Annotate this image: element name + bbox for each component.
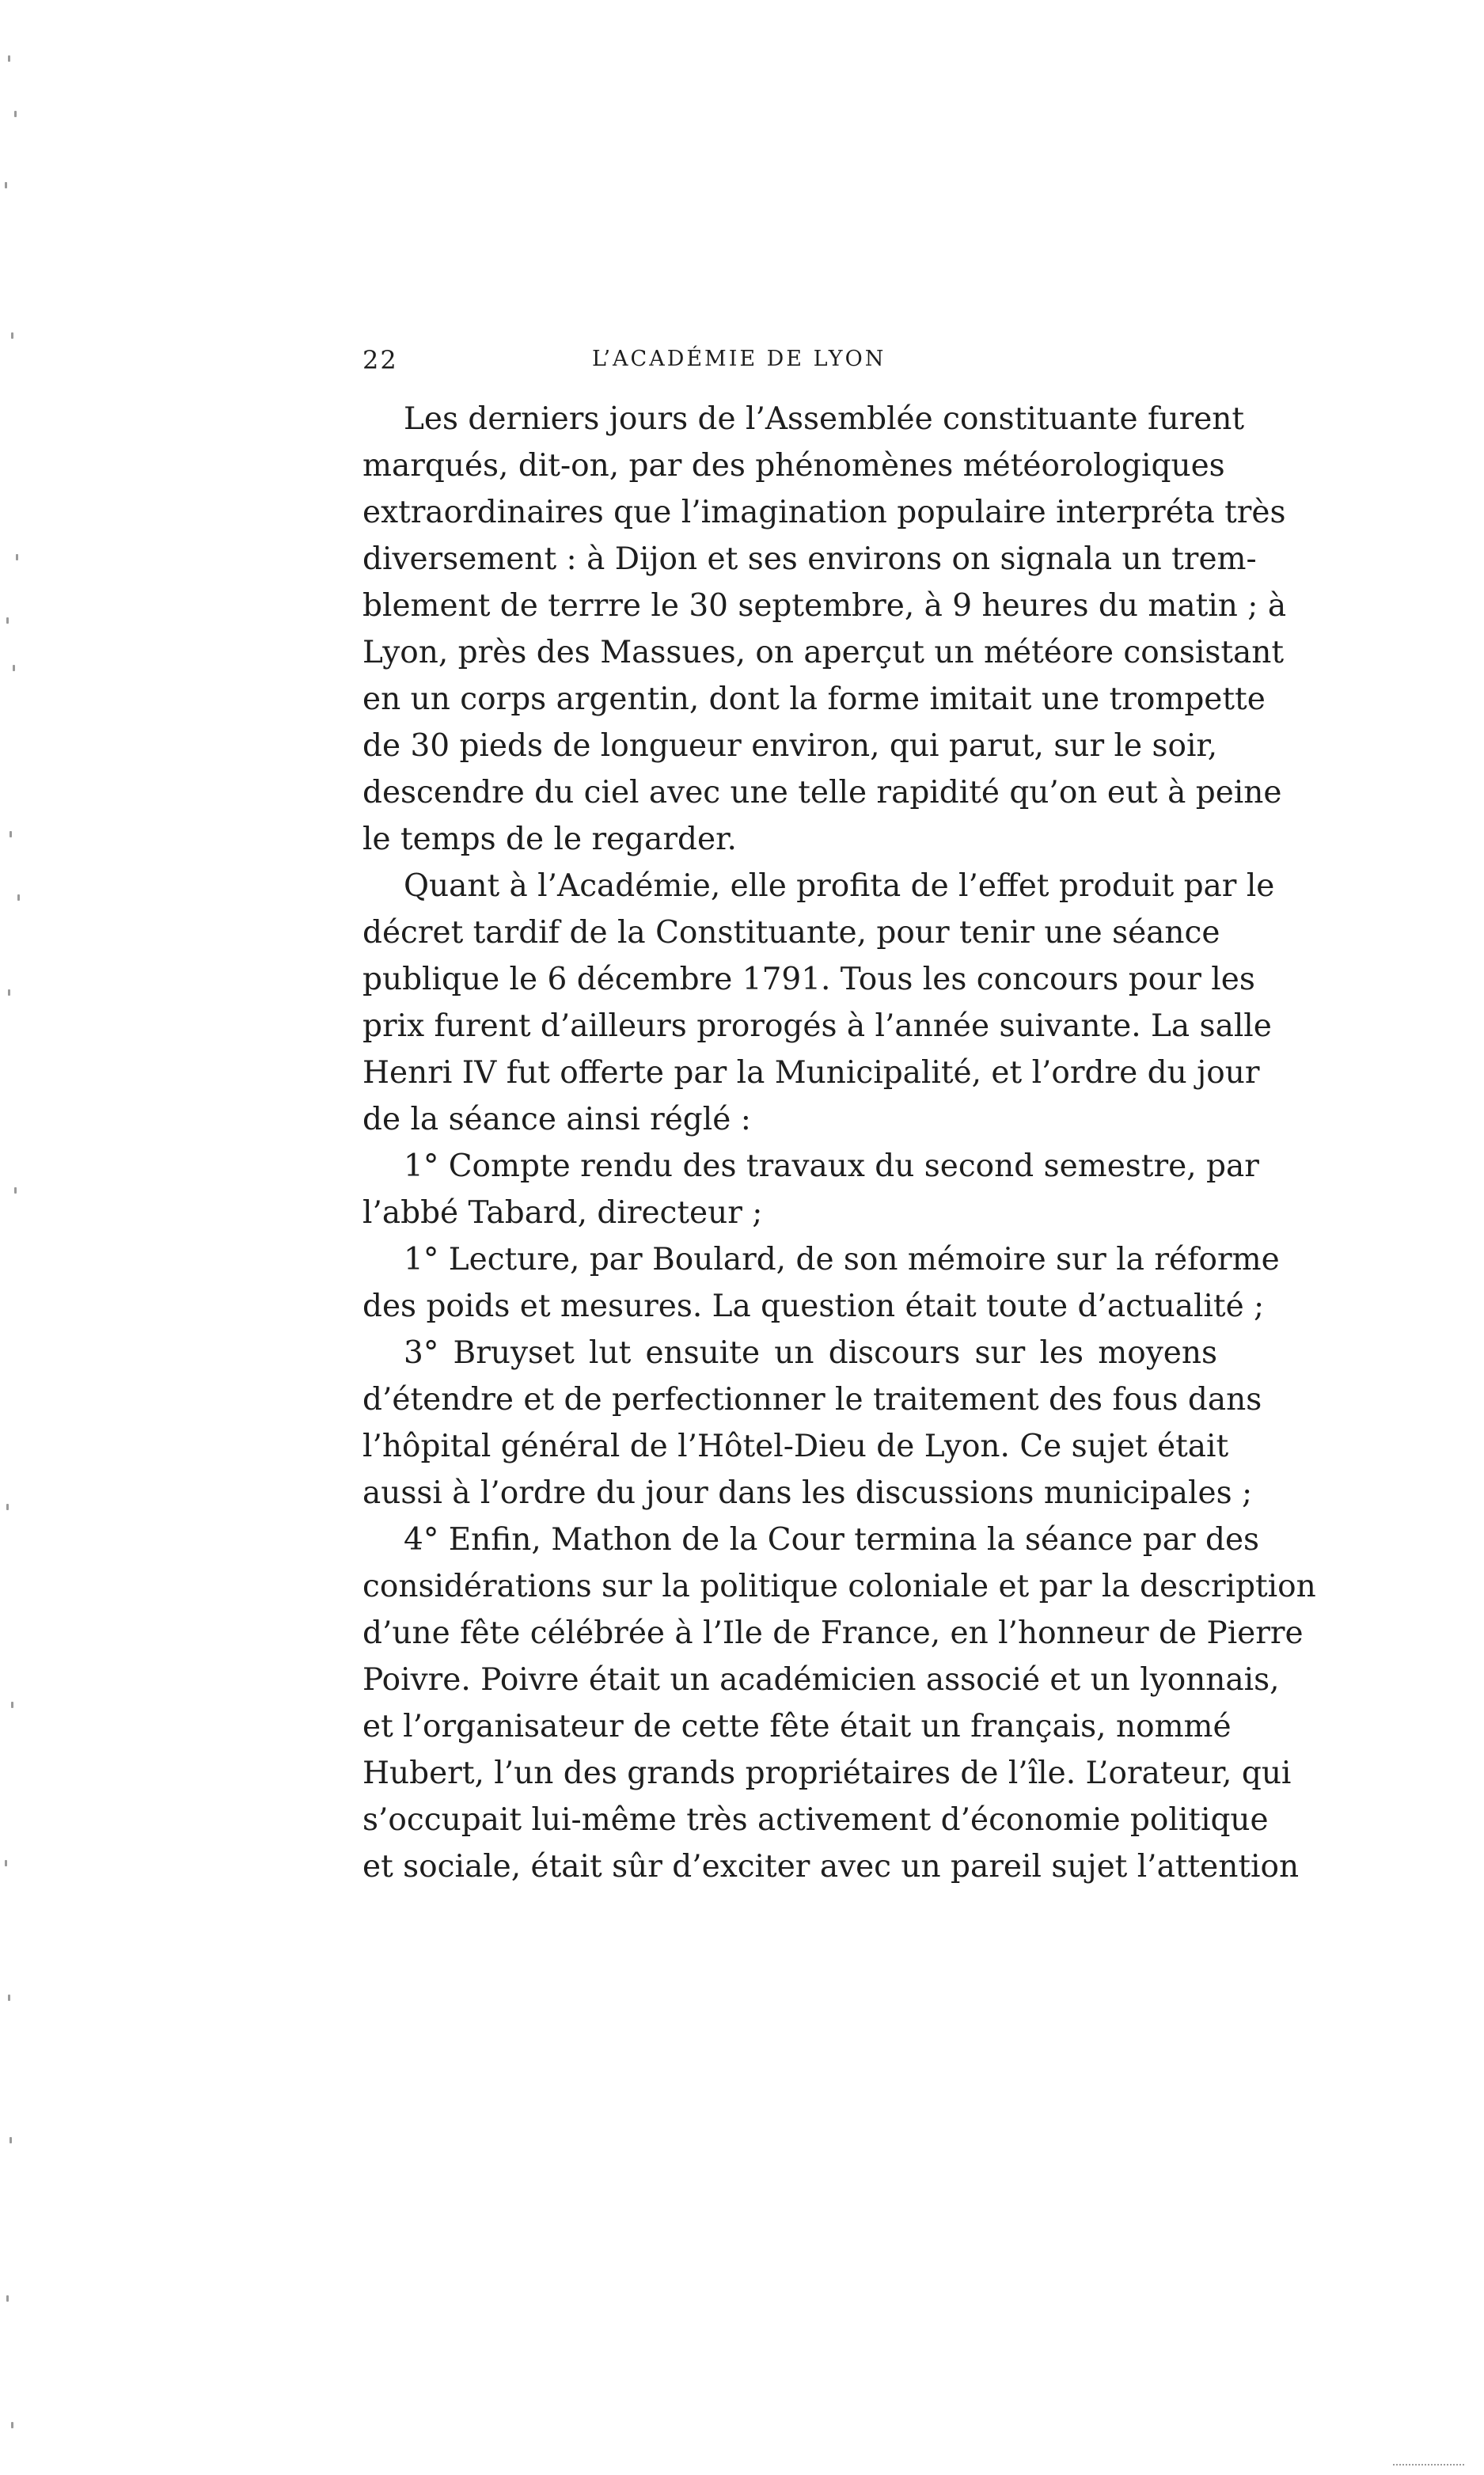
margin-speck — [9, 2137, 12, 2143]
text-line: diversement : à Dijon et ses environs on signala un trem- — [362, 541, 1257, 577]
margin-speck — [9, 831, 12, 837]
list-item-line: Poivre. Poivre était un académicien associé et un lyonnais, — [362, 1662, 1280, 1698]
text-line: blement de terrre le 30 septembre, à 9 heures du matin ; à — [362, 588, 1287, 624]
left-margin-specks — [0, 0, 47, 2475]
list-item-line: l’abbé Tabard, directeur ; — [362, 1195, 763, 1231]
margin-speck — [8, 1995, 10, 2001]
list-item-line: 1° Compte rendu des travaux du second semestre, par — [404, 1148, 1259, 1184]
text-line: Henri IV fut offerte par la Municipalité, et l’ordre du jour — [362, 1055, 1260, 1091]
text-line: de 30 pieds de longueur environ, qui parut, sur le soir, — [362, 728, 1218, 764]
list-item-line: des poids et mesures. La question était toute d’actualité ; — [362, 1289, 1265, 1324]
margin-speck — [11, 2422, 13, 2428]
margin-speck — [16, 554, 18, 560]
list-item-line: d’une fête célébrée à l’Ile de France, en l’honneur de Pierre — [362, 1615, 1304, 1651]
page-number: 22 — [362, 345, 398, 375]
margin-speck — [6, 617, 9, 624]
list-item-line: d’étendre et de perfectionner le traitement des fous dans — [362, 1382, 1262, 1418]
margin-speck — [8, 55, 10, 62]
text-line: de la séance ainsi réglé : — [362, 1102, 751, 1137]
margin-speck — [14, 1187, 17, 1194]
margin-speck — [5, 1860, 7, 1866]
text-line: le temps de le regarder. — [362, 822, 737, 857]
list-item-line: l’hôpital général de l’Hôtel-Dieu de Lyon. Ce sujet était — [362, 1429, 1229, 1464]
scan-edge-mark — [1393, 2464, 1464, 2467]
text-line: prix furent d’ailleurs prorogés à l’année suivante. La salle — [362, 1008, 1272, 1044]
list-item-line: aussi à l’ordre du jour dans les discussions municipales ; — [362, 1475, 1253, 1511]
text-line: Quant à l’Académie, elle profita de l’effet produit par le — [404, 868, 1275, 904]
margin-speck — [13, 665, 15, 671]
text-line: Lyon, près des Massues, on aperçut un météore consistant — [362, 635, 1285, 670]
text-line: décret tardif de la Constituante, pour tenir une séance — [362, 915, 1220, 951]
margin-speck — [17, 894, 20, 901]
text-line: extraordinaires que l’imagination populaire interpréta très — [362, 495, 1286, 530]
margin-speck — [6, 2295, 9, 2302]
body-text — [362, 396, 1316, 1890]
margin-speck — [11, 1702, 13, 1708]
text-line: publique le 6 décembre 1791. Tous les concours pour les — [362, 962, 1255, 997]
running-head — [362, 345, 1217, 385]
margin-speck — [5, 182, 7, 188]
list-item-line: 1° Lecture, par Boulard, de son mémoire sur la réforme — [404, 1242, 1280, 1277]
list-item-line: Hubert, l’un des grands propriétaires de l’île. L’orateur, qui — [362, 1756, 1292, 1791]
margin-speck — [11, 332, 13, 339]
list-item-line: et sociale, était sûr d’exciter avec un pareil sujet l’attention — [362, 1849, 1300, 1885]
text-line: marqués, dit-on, par des phénomènes météorologiques — [362, 448, 1225, 484]
text-line: en un corps argentin, dont la forme imitait une trompette — [362, 681, 1266, 717]
list-item-line: considérations sur la politique coloniale et par la description — [362, 1569, 1316, 1604]
list-item-line: 3° Bruyset lut ensuite un discours sur les moyens — [404, 1335, 1217, 1371]
list-item-line: 4° Enfin, Mathon de la Cour termina la séance par des — [404, 1522, 1260, 1558]
margin-speck — [6, 1504, 9, 1510]
list-item-line: s’occupait lui-même très activement d’économie politique — [362, 1802, 1269, 1838]
list-item-line: et l’organisateur de cette fête était un français, nommé — [362, 1709, 1232, 1744]
text-line: descendre du ciel avec une telle rapidité qu’on eut à peine — [362, 775, 1282, 810]
margin-speck — [14, 111, 17, 117]
text-line: Les derniers jours de l’Assemblée constituante furent — [404, 401, 1245, 437]
margin-speck — [8, 989, 10, 996]
running-title: L’ACADÉMIE DE LYON — [592, 347, 886, 371]
